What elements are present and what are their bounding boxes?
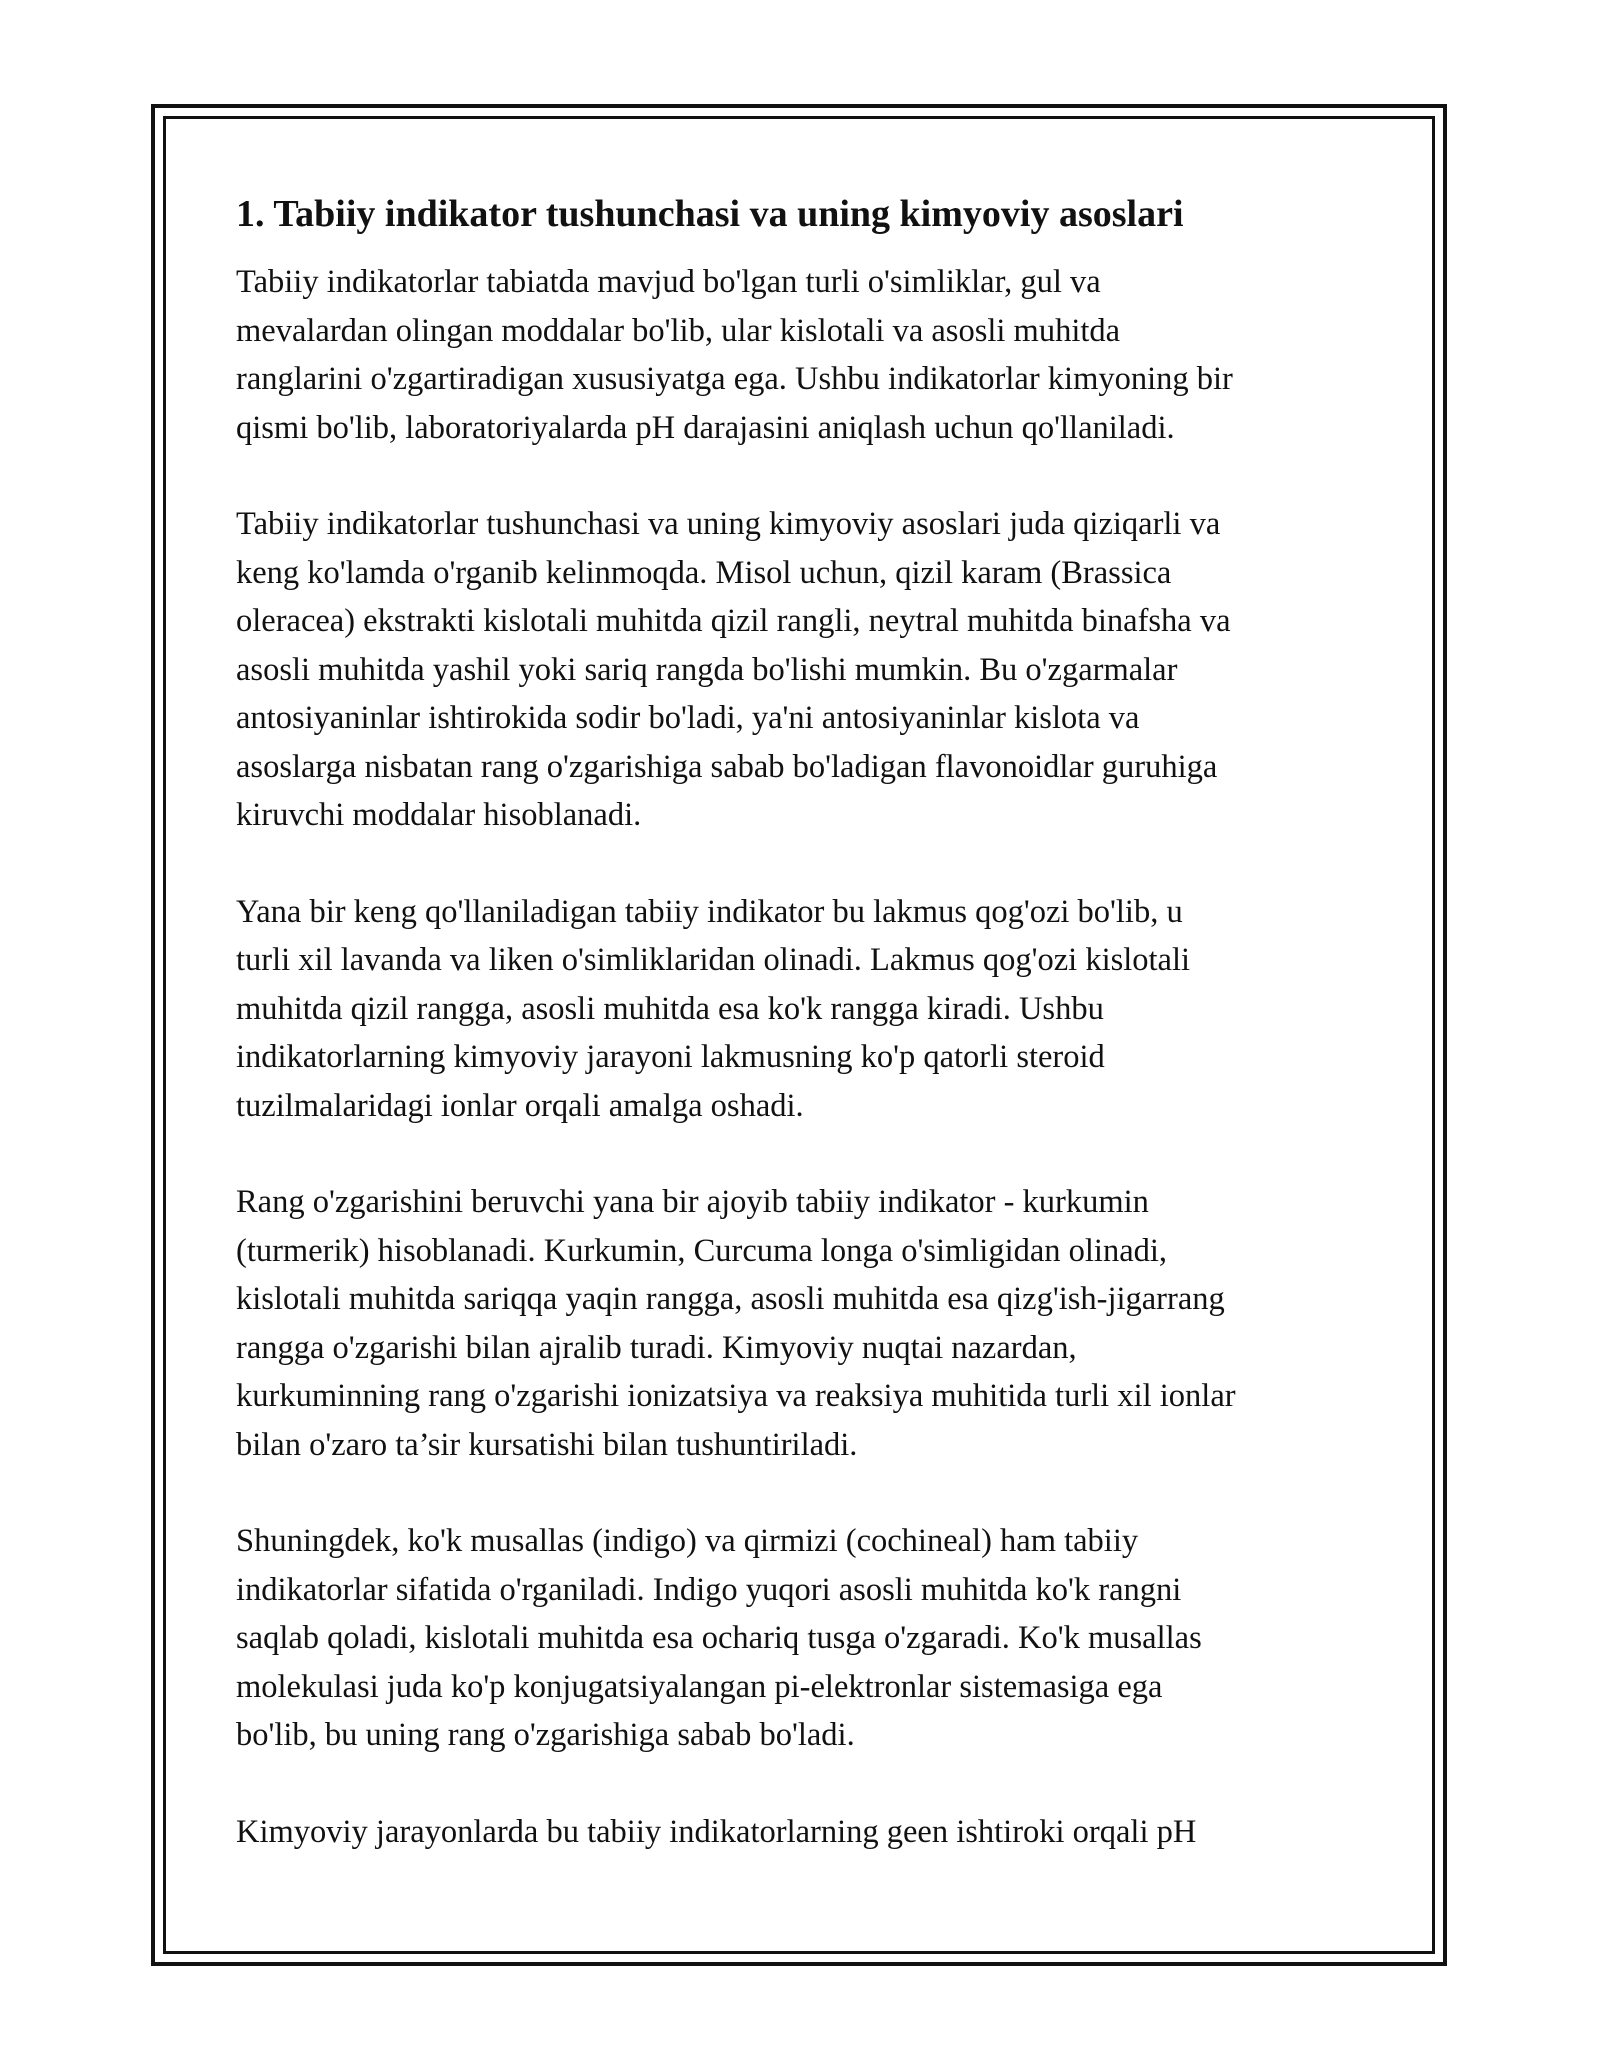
paragraph-2: Tabiiy indikatorlar tushunchasi va uning kimyoviy asoslari juda qiziqarli va keng ko'lamda o'rganib kelinmoqda. Misol uchun, qizil karam (Brassica oleracea) ekstrakti kislotali muhitda qizil rangli, neytral muhitda binafsha va asosli muhitda yashil yoki sariq rangda bo'lishi mumkin. Bu o'zgarmalar antosiyaninlar ishtirokida sodir bo'ladi, ya'ni antosiyaninlar kislota va asoslarga nisbatan rang o'zgarishiga sabab bo'ladigan flavonoidlar guruhiga kiruvchi moddalar hisoblanadi. xyxy=(236,506,1231,833)
paragraph-1: Tabiiy indikatorlar tabiatda mavjud bo'lgan turli o'simliklar, gul va mevalardan olingan moddalar bo'lib, ular kislotali va asosli muhitda ranglarini o'zgartiradigan xususiyatga ega. Ushbu indikatorlar kimyoning bir qismi bo'lib, laboratoriyalarda pH darajasini aniqlash uchun qo'llaniladi. xyxy=(236,264,1233,446)
paragraph-6: Kimyoviy jarayonlarda bu tabiiy indikatorlarning geen ishtiroki orqali pH xyxy=(236,1813,1197,1850)
paragraph-3: Yana bir keng qo'llaniladigan tabiiy indikator bu lakmus qog'ozi bo'lib, u turli xil lavanda va liken o'simliklaridan olinadi. Lakmus qog'ozi kislotali muhitda qizil rangga, asosli muhitda esa ko'k rangga kiradi. Ushbu indikatorlarning kimyoviy jarayoni lakmusning ko'p qatorli steroid tuzilmalaridagi ionlar orqali amalga oshadi. xyxy=(236,893,1191,1124)
paragraph-4: Rang o'zgarishini beruvchi yana bir ajoyib tabiiy indikator - kurkumin (turmerik) hisoblanadi. Kurkumin, Curcuma longa o'simligidan olinadi, kislotali muhitda sariqqa yaqin rangga, asosli muhitda esa qizg'ish-jigarrang rangga o'zgarishi bilan ajralib turadi. Kimyoviy nuqtai nazardan, kurkuminning rang o'zgarishi ionizatsiya va reaksiya muhitida turli xil ionlar bilan o'zaro ta’sir kursatishi bilan tushuntiriladi. xyxy=(236,1184,1236,1463)
document-body xyxy=(236,190,1371,1904)
section-heading: 1. Tabiiy indikator tushunchasi va uning kimyoviy asoslari xyxy=(236,193,1184,235)
paragraph-5: Shuningdek, ko'k musallas (indigo) va qirmizi (cochineal) ham tabiiy indikatorlar sifatida o'rganiladi. Indigo yuqori asosli muhitda ko'k rangni saqlab qoladi, kislotali muhitda esa ochariq tusga o'zgaradi. Ko'k musallas molekulasi juda ko'p konjugatsiyalangan pi-elektronlar sistemasiga ega bo'lib, bu uning rang o'zgarishiga sabab bo'ladi. xyxy=(236,1523,1202,1753)
